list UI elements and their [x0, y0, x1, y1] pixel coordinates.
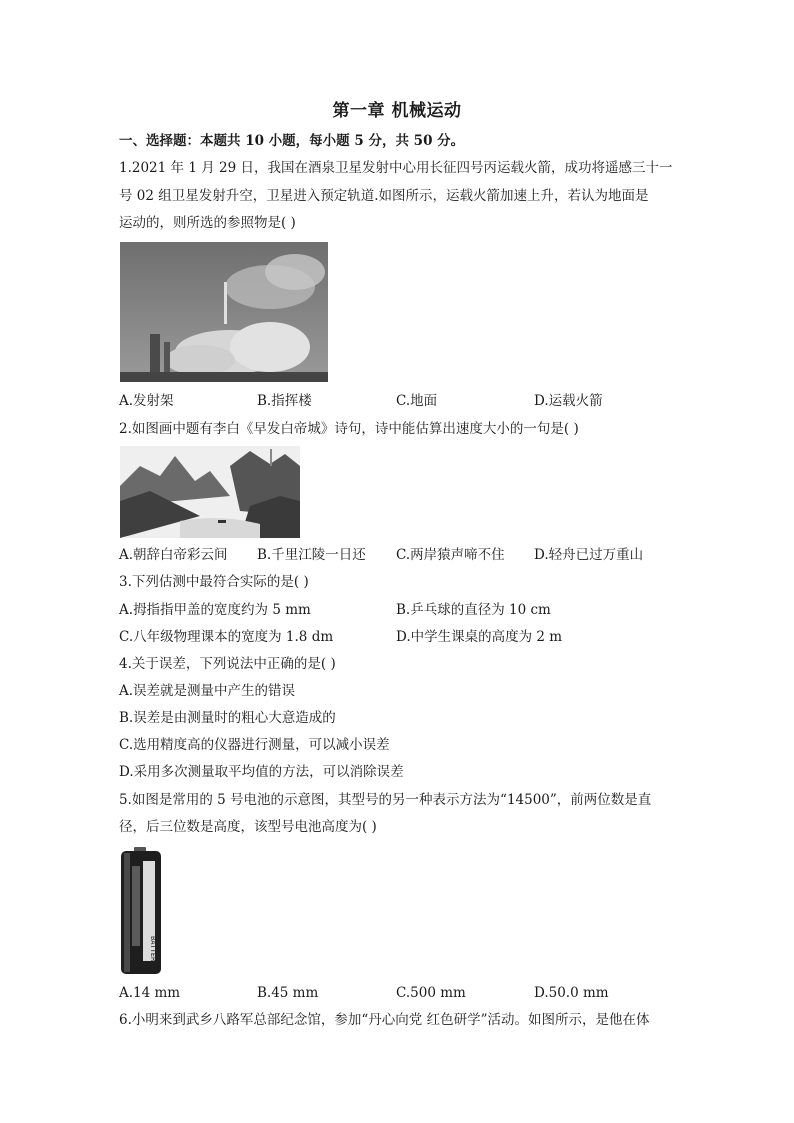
question-1-line-2: 号 02 组卫星发射升空，卫星进入预定轨道.如图所示，运载火箭加速上升，若认为地面是 [119, 188, 649, 204]
question-5-option-b: B.45 mm [257, 985, 319, 1001]
question-1-option-b: B.指挥楼 [257, 393, 312, 409]
question-1-option-d: D.运载火箭 [534, 393, 603, 409]
question-4-option-c: C.选用精度高的仪器进行测量，可以减小误差 [119, 737, 390, 753]
question-3-option-b: B.乒乓球的直径为 10 cm [396, 602, 551, 618]
rocket-launch-photo [120, 242, 328, 382]
question-5-line-1: 5.如图是常用的 5 号电池的示意图，其型号的另一种表示方法为“14500”，前两位数是直 [119, 792, 652, 808]
question-2-option-d: D.轻舟已过万重山 [534, 547, 644, 563]
question-3-option-a: A.拇指指甲盖的宽度约为 5 mm [119, 602, 311, 618]
question-2-option-a: A.朝辞白帝彩云间 [119, 547, 228, 563]
question-2-line-1: 2.如图画中题有李白《早发白帝城》诗句，诗中能估算出速度大小的一句是( ) [119, 421, 579, 437]
battery-label: BATTERY [149, 936, 157, 966]
question-5-option-a: A.14 mm [119, 985, 181, 1001]
question-5-option-c: C.500 mm [396, 985, 466, 1001]
question-4-option-a: A.误差就是测量中产生的错误 [119, 683, 296, 699]
section-header: 一、选择题：本题共 10 小题，每小题 5 分，共 50 分。 [119, 133, 465, 149]
question-3-line-1: 3.下列估测中最符合实际的是( ) [119, 574, 309, 590]
question-1-option-c: C.地面 [396, 393, 438, 409]
question-5-line-2: 径，后三位数是高度，该型号电池高度为( ) [119, 819, 377, 835]
question-6-line-1: 6.小明来到武乡八路军总部纪念馆，参加“丹心向党 红色研学”活动。如图所示，是他在体 [119, 1012, 650, 1028]
question-2-option-b: B.千里江陵一日还 [257, 547, 366, 563]
question-3-option-d: D.中学生课桌的高度为 2 m [396, 629, 563, 645]
question-1-line-3: 运动的，则所选的参照物是( ) [119, 215, 296, 231]
question-3-option-c: C.八年级物理课本的宽度为 1.8 dm [119, 629, 334, 645]
battery-image [118, 846, 164, 976]
question-1-line-1: 1.2021 年 1 月 29 日，我国在酒泉卫星发射中心用长征四号丙运载火箭，成功将遥感三十一 [119, 160, 673, 176]
question-1-option-a: A.发射架 [119, 393, 174, 409]
question-5-option-d: D.50.0 mm [534, 985, 609, 1001]
question-4-option-b: B.误差是由测量时的粗心大意造成的 [119, 710, 336, 726]
question-2-option-c: C.两岸猿声啼不住 [396, 547, 505, 563]
landscape-painting [120, 446, 300, 538]
chapter-title: 第一章 机械运动 [332, 101, 462, 121]
question-4-line-1: 4.关于误差，下列说法中正确的是( ) [119, 656, 336, 672]
question-4-option-d: D.采用多次测量取平均值的方法，可以消除误差 [119, 764, 404, 780]
